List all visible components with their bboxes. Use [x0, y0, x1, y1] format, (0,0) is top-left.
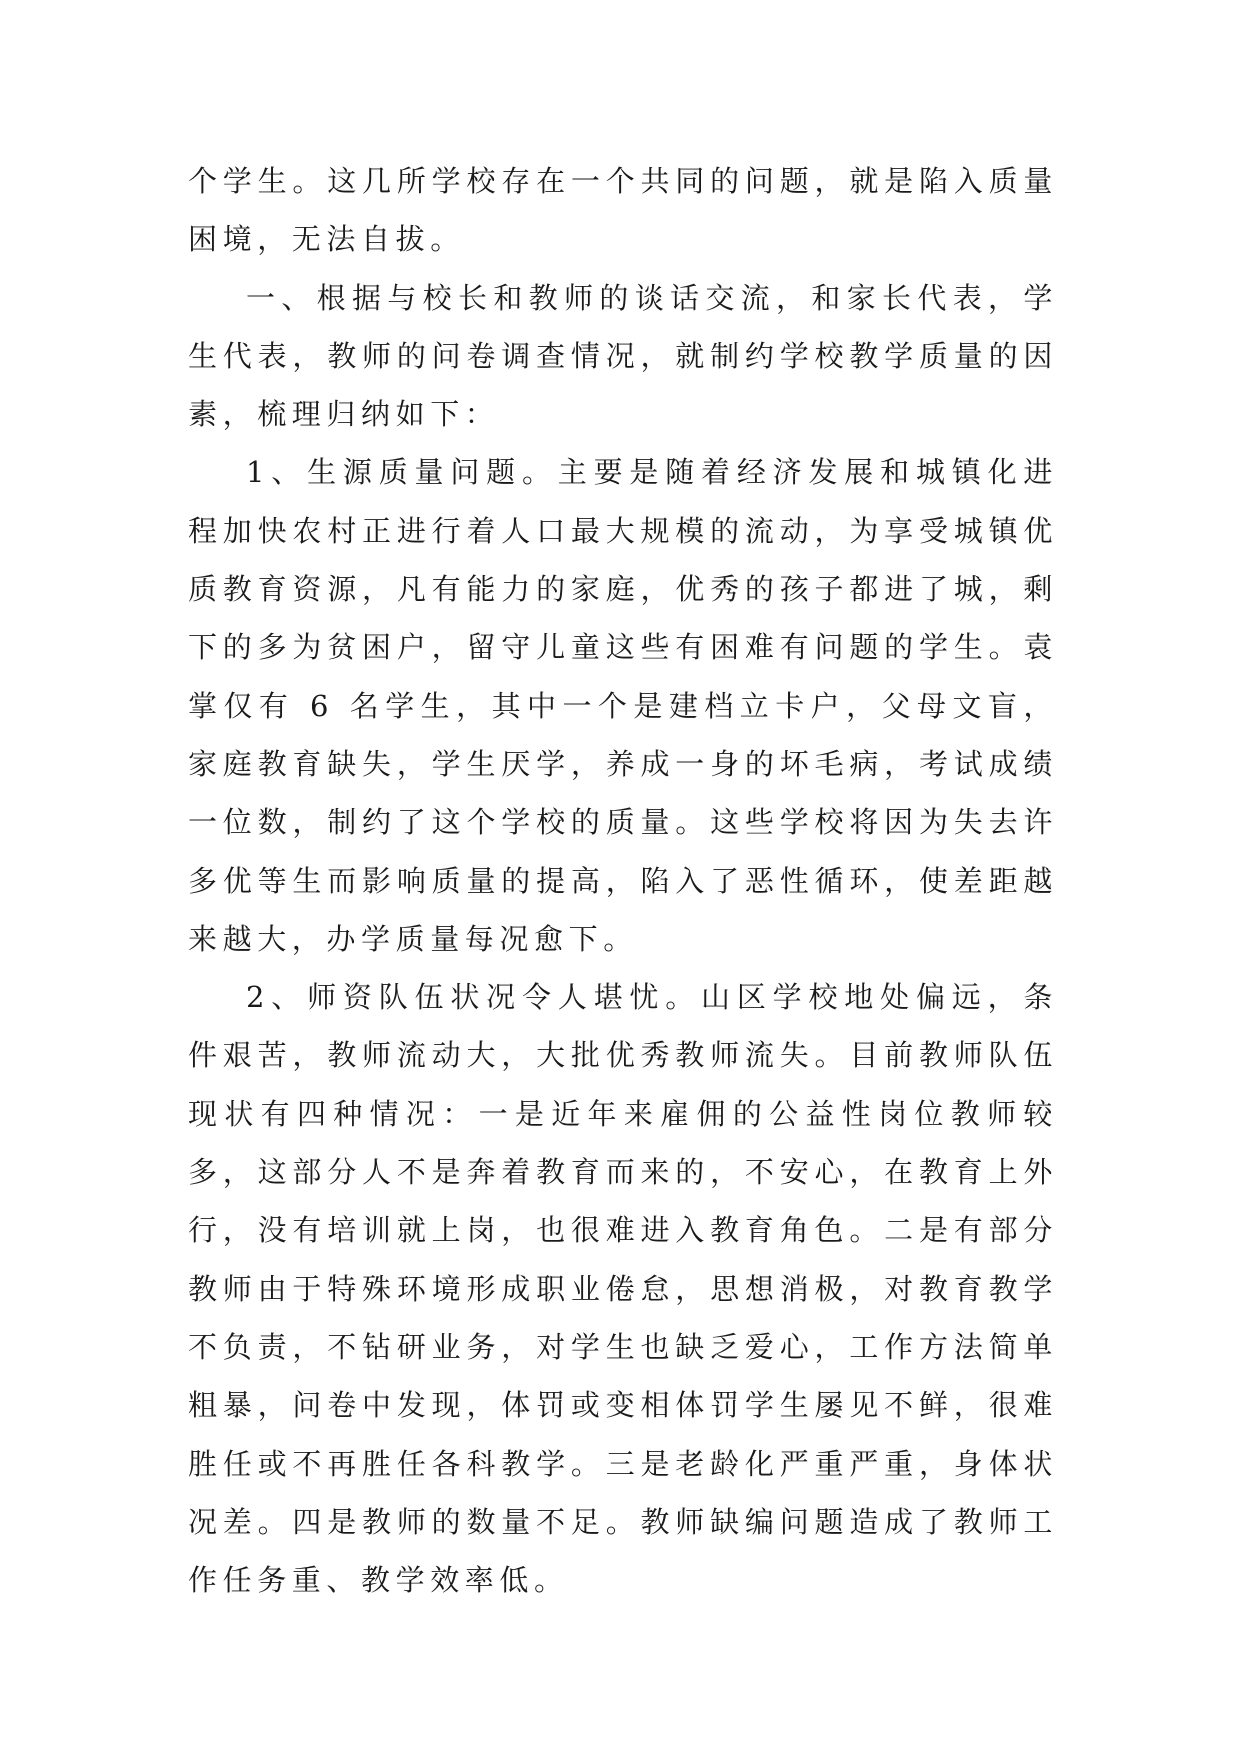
document-body — [188, 152, 1058, 1609]
paragraph-student-source-quality: 1、生源质量问题。主要是随着经济发展和城镇化进程加快农村正进行着人口最大规模的流动，为享受城镇优质教育资源，凡有能力的家庭，优秀的孩子都进了城，剩下的多为贫困户，留守儿童这些有困难有问题的学生。袁掌仅有 6 名学生，其中一个是建档立卡户，父母文盲，家庭教育缺失，学生厌学，养成一身的坏毛病，考试成绩一位数，制约了这个学校的质量。这些学校将因为失去许多优等生而影响质量的提高，陷入了恶性循环，使差距越来越大，办学质量每况愈下。 — [188, 455, 1058, 956]
paragraph-section-one: 一、根据与校长和教师的谈话交流，和家长代表，学生代表，教师的问卷调查情况，就制约学校教学质量的因素，梳理归纳如下： — [188, 280, 1058, 432]
paragraph-intro-continuation: 个学生。这几所学校存在一个共同的问题，就是陷入质量困境，无法自拔。 — [188, 164, 1058, 257]
paragraph-teaching-staff: 2、师资队伍状况令人堪忧。山区学校地处偏远，条件艰苦，教师流动大，大批优秀教师流失。目前教师队伍现状有四种情况：一是近年来雇佣的公益性岗位教师较多，这部分人不是奔着教育而来的，不安心，在教育上外行，没有培训就上岗，也很难进入教育角色。二是有部分教师由于特殊环境形成职业倦怠，思想消极，对教育教学不负责，不钻研业务，对学生也缺乏爱心，工作方法简单粗暴，问卷中发现，体罚或变相体罚学生屡见不鲜，很难胜任或不再胜任各科教学。三是老龄化严重严重，身体状况差。四是教师的数量不足。教师缺编问题造成了教师工作任务重、教学效率低。 — [188, 980, 1058, 1598]
